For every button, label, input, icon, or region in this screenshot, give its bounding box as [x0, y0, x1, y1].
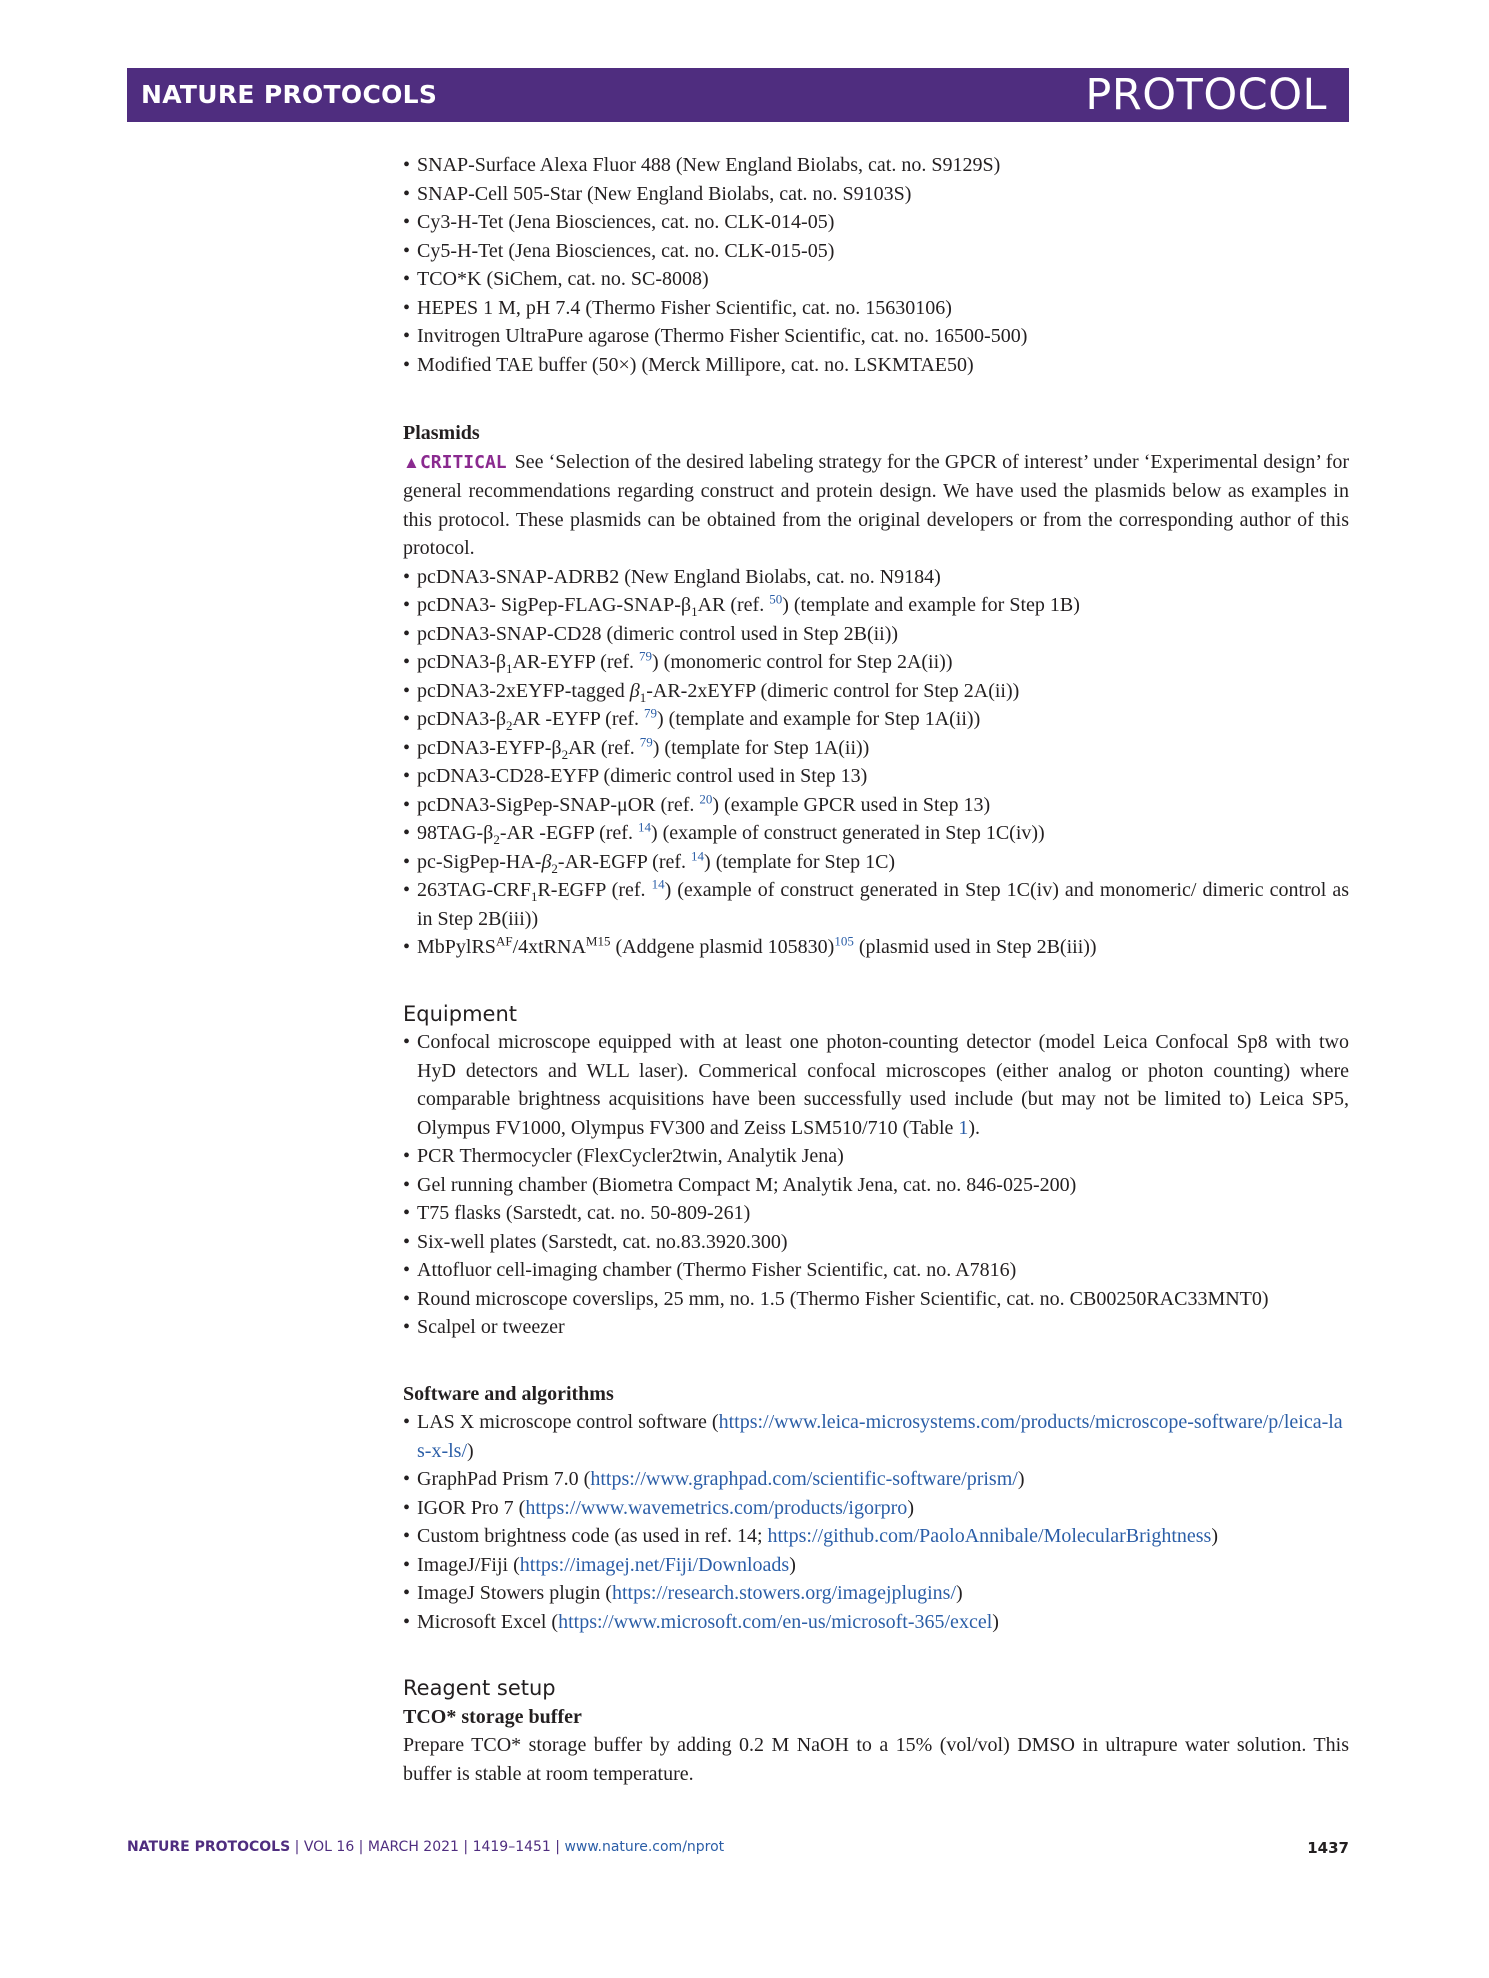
- list-item: • IGOR Pro 7 (https://www.wavemetrics.com/products/igorpro): [403, 1494, 1349, 1523]
- software-link[interactable]: https://www.leica-microsystems.com/products/microscope-software/p/leica-las-x-ls/: [417, 1411, 1343, 1462]
- footer-pages: 1419–1451: [472, 1839, 551, 1855]
- reference-link[interactable]: 79: [639, 648, 653, 664]
- software-link[interactable]: https://imagej.net/Fiji/Downloads: [519, 1553, 790, 1576]
- reference-link[interactable]: 14: [651, 876, 665, 892]
- list-item: • pcDNA3-CD28-EYFP (dimeric control used in Step 13): [403, 762, 1349, 791]
- reference-link[interactable]: 50: [769, 591, 783, 607]
- header-bar: [127, 68, 1349, 122]
- reference-link[interactable]: 79: [644, 705, 658, 721]
- tco-buffer-subheading: TCO* storage buffer: [403, 1705, 582, 1728]
- footer-volume: VOL 16: [303, 1839, 355, 1855]
- reference-link[interactable]: 14: [637, 819, 651, 835]
- list-item: • pcDNA3-SNAP-ADRB2 (New England Biolabs, cat. no. N9184): [403, 563, 1349, 592]
- tco-buffer-text: Prepare TCO* storage buffer by adding 0.2 M NaOH to a 15% (vol/vol) DMSO in ultrapure water solution. This buffer is stable at room temperature.: [403, 1734, 1349, 1785]
- list-item: • $98TAG-\beta_2-AR$ -EGFP (ref. $^{14}$) (example of construct generated in Step 1C(iv)): [403, 819, 1349, 848]
- list-item: • HEPES 1 M, pH 7.4 (Thermo Fisher Scientific, cat. no. 15630106): [403, 294, 1349, 323]
- critical-note: [403, 448, 1349, 563]
- software-link[interactable]: https://www.wavemetrics.com/products/igorpro: [525, 1496, 908, 1519]
- list-item: • SNAP-Surface Alexa Fluor 488 (New England Biolabs, cat. no. S9129S): [403, 151, 1349, 180]
- critical-text: See ‘Selection of the desired labeling strategy for the GPCR of interest’ under ‘Experimental design’ for general recommendations regarding construct and protein design. We have used the plasmids below as examples in this protocol. These plasmids can be obtained from the original developers or from the corresponding author of this protocol.: [403, 450, 1350, 559]
- list-item: • pcDNA3-SigPep-SNAP-μOR (ref. $^{20}$) (example GPCR used in Step 13): [403, 791, 1349, 820]
- software-link[interactable]: https://www.graphpad.com/scientific-software/prism/: [590, 1468, 1018, 1490]
- list-item: • T75 flasks (Sarstedt, cat. no. 50-809-261): [403, 1199, 1349, 1228]
- list-item: • Attofluor cell-imaging chamber (Thermo Fisher Scientific, cat. no. A7816): [403, 1256, 1349, 1285]
- software-heading: Software and algorithms: [403, 1382, 614, 1405]
- list-item: • Confocal microscope equipped with at least one photon-counting detector (model Leica Confocal Sp8 with two HyD detectors and WLL laser). Commerical confocal microscopes (either analog or photon counting) where comparable brightness acquisitions have been successfully used include (but may not be limited to) Leica SP5, Olympus FV1000, Olympus FV300 and Zeiss LSM510/710 (Table 1).: [403, 1028, 1349, 1142]
- list-item: • Microsoft Excel (https://www.microsoft.com/en-us/microsoft-365/excel): [403, 1608, 1349, 1637]
- list-item: • SNAP-Cell 505-Star (New England Biolabs, cat. no. S9103S): [403, 180, 1349, 209]
- list-item: • pcDNA3- SigPep-$FLAG-SNAP-\beta_1AR$ (ref. $^{50}$) (template and example for Step 1B): [403, 591, 1349, 620]
- critical-triangle-icon: ▲: [403, 452, 420, 472]
- list-item: • ImageJ Stowers plugin (https://research.stowers.org/imagejplugins/): [403, 1579, 1349, 1608]
- reference-link[interactable]: 79: [639, 733, 653, 749]
- list-item: • GraphPad Prism 7.0 (https://www.graphpad.com/scientific-software/prism/): [403, 1465, 1349, 1494]
- list-item: • Modified TAE buffer (50×) (Merck Millipore, cat. no. LSKMTAE50): [403, 351, 1349, 380]
- software-link[interactable]: https://research.stowers.org/imagejplugins/: [611, 1582, 956, 1604]
- reference-link[interactable]: 105: [834, 933, 854, 949]
- software-list: [403, 1408, 1349, 1636]
- list-item: • Cy3-H-Tet (Jena Biosciences, cat. no. CLK-014-05): [403, 208, 1349, 237]
- page-number: 1437: [1307, 1839, 1349, 1857]
- reagent-list: [403, 151, 1349, 379]
- list-item: • $pc-SigPep-HA-\beta_2-AR$-EGFP (ref. $^{14}$) (template for Step 1C): [403, 848, 1349, 877]
- plasmids-heading: Plasmids: [403, 422, 480, 444]
- critical-label: CRITICAL: [419, 451, 507, 473]
- footer-journal: NATURE PROTOCOLS: [127, 1839, 291, 1855]
- list-item: • ImageJ/Fiji (https://imagej.net/Fiji/Downloads): [403, 1551, 1349, 1580]
- list-item: • pcDNA3-2xEYFP-tagged $\beta_1-AR-2xEYFP$ (dimeric control for Step 2A(ii)): [403, 677, 1349, 706]
- list-item: • Invitrogen UltraPure agarose (Thermo Fisher Scientific, cat. no. 16500-500): [403, 322, 1349, 351]
- list-item: • Six-well plates (Sarstedt, cat. no.83.3920.300): [403, 1228, 1349, 1257]
- article-type: PROTOCOL: [1085, 70, 1327, 120]
- plasmid-list: [403, 563, 1349, 962]
- list-item: • LAS X microscope control software (https://www.leica-microsystems.com/products/microscope-software/p/leica-las-x-ls/): [403, 1408, 1349, 1465]
- list-item: • $pcDNA3-\beta_1AR$-EYFP (ref. $^{79}$) (monomeric control for Step 2A(ii)): [403, 648, 1349, 677]
- list-item: • pcDNA3-SNAP-CD28 (dimeric control used in Step 2B(ii)): [403, 620, 1349, 649]
- list-item: • Scalpel or tweezer: [403, 1313, 1349, 1342]
- list-item: • MbPylRS$^{AF}$/4xtRNA$^{M15}$ (Addgene plasmid 105830)$^{105}$ (plasmid used in Step 2B(iii)): [403, 933, 1349, 962]
- software-link[interactable]: https://www.microsoft.com/en-us/microsoft-365/excel: [558, 1610, 993, 1633]
- table-link[interactable]: 1: [958, 1116, 969, 1139]
- footer-date: MARCH 2021: [367, 1839, 459, 1855]
- list-item: • PCR Thermocycler (FlexCycler2twin, Analytik Jena): [403, 1142, 1349, 1171]
- list-item: • Gel running chamber (Biometra Compact M; Analytik Jena, cat. no. 846-025-200): [403, 1171, 1349, 1200]
- list-item: • $263TAG-CRF_1R$-EGFP (ref. $^{14}$) (example of construct generated in Step 1C(iv) and monomeric/ dimeric control as in Step 2B(iii)): [403, 876, 1349, 933]
- reference-link[interactable]: 20: [699, 790, 713, 806]
- reagent-setup-heading: Reagent setup: [403, 1676, 556, 1700]
- list-item: • $pcDNA3-EYFP-\beta_2AR$ (ref. $^{79}$) (template for Step 1A(ii)): [403, 734, 1349, 763]
- software-link[interactable]: https://github.com/PaoloAnnibale/MolecularBrightness: [767, 1525, 1212, 1547]
- footer: NATURE PROTOCOLS | VOL 16 | MARCH 2021 | 1419–1451 | www.nature.com/nprot 1437: [127, 1839, 1349, 1857]
- list-item: • TCO*K (SiChem, cat. no. SC-8008): [403, 265, 1349, 294]
- journal-name: NATURE PROTOCOLS: [141, 80, 438, 109]
- list-item: • $pcDNA3-\beta_2AR$ -EYFP (ref. $^{79}$) (template and example for Step 1A(ii)): [403, 705, 1349, 734]
- equipment-list: [403, 1028, 1349, 1342]
- list-item: • Cy5-H-Tet (Jena Biosciences, cat. no. CLK-015-05): [403, 237, 1349, 266]
- list-item: • Round microscope coverslips, 25 mm, no. 1.5 (Thermo Fisher Scientific, cat. no. CB00250RAC33MNT0): [403, 1285, 1349, 1314]
- reference-link[interactable]: 14: [691, 847, 705, 863]
- equipment-heading: Equipment: [403, 1001, 517, 1026]
- list-item: • Custom brightness code (as used in ref. 14; https://github.com/PaoloAnnibale/MolecularBrightness): [403, 1522, 1349, 1551]
- content: [403, 151, 1349, 1788]
- footer-url[interactable]: www.nature.com/nprot: [564, 1839, 725, 1855]
